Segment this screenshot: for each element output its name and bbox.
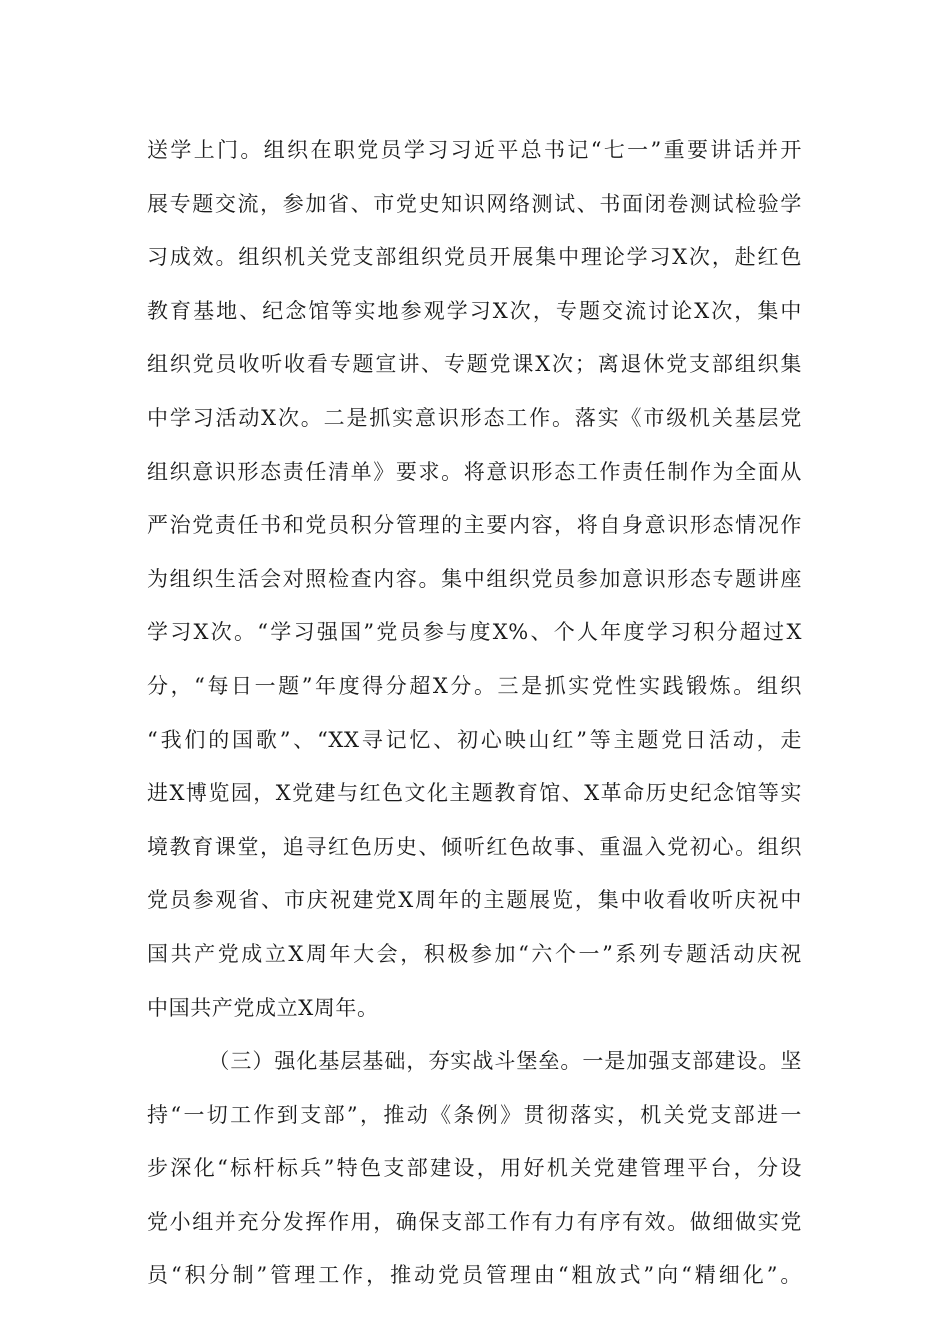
- text-line: 送学上门。组织在职党员学习习近平总书记“七一”重要讲话并开: [147, 138, 802, 162]
- text-line: 持“一切工作到支部”，推动《条例》贯彻落实，机关党支部进一: [147, 1102, 802, 1127]
- text-line: 党员参观省、市庆祝建党X周年的主题展览，集中收看收听庆祝中: [147, 888, 802, 913]
- text-line: 为组织生活会对照检查内容。集中组织党员参加意识形态专题讲座: [147, 566, 802, 591]
- text-line: 严治党责任书和党员积分管理的主要内容，将自身意识形态情况作: [147, 513, 802, 538]
- text-line: “我们的国歌”、“XX寻记忆、初心映山红”等主题党日活动，走: [147, 727, 802, 752]
- text-line: 习成效。组织机关党支部组织党员开展集中理论学习X次，赴红色: [147, 245, 802, 270]
- section-heading-line: （三）强化基层基础，夯实战斗堡垒。一是加强支部建设。坚: [147, 1049, 802, 1074]
- text-line: 展专题交流，参加省、市党史知识网络测试、书面闭卷测试检验学: [147, 191, 802, 216]
- text-line: 学习X次。“学习强国”党员参与度X%、个人年度学习积分超过X: [147, 620, 802, 645]
- text-line: 步深化“标杆标兵”特色支部建设，用好机关党建管理平台，分设: [147, 1156, 802, 1181]
- text-line: 党小组并充分发挥作用，确保支部工作有力有序有效。做细做实党: [147, 1209, 802, 1234]
- text-line: 中学习活动X次。二是抓实意识形态工作。落实《市级机关基层党: [147, 405, 802, 430]
- paragraph-end-line: 中国共产党成立X周年。: [147, 995, 379, 1020]
- text-line: 分，“每日一题”年度得分超X分。三是抓实党性实践锻炼。组织: [147, 673, 802, 698]
- text-line: 教育基地、纪念馆等实地参观学习X次，专题交流讨论X次，集中: [147, 298, 802, 323]
- text-line: 进X博览园，X党建与红色文化主题教育馆、X革命历史纪念馆等实: [147, 781, 802, 806]
- text-line: 组织意识形态责任清单》要求。将意识形态工作责任制作为全面从: [147, 459, 802, 484]
- text-line: 员“积分制”管理工作，推动党员管理由“粗放式”向“精细化”。: [147, 1263, 802, 1288]
- document-body: [147, 128, 802, 1307]
- text-line: 境教育课堂，追寻红色历史、倾听红色故事、重温入党初心。组织: [147, 834, 802, 859]
- text-line: 组织党员收听收看专题宣讲、专题党课X次；离退休党支部组织集: [147, 352, 802, 377]
- text-line: 国共产党成立X周年大会，积极参加“六个一”系列专题活动庆祝: [147, 941, 802, 966]
